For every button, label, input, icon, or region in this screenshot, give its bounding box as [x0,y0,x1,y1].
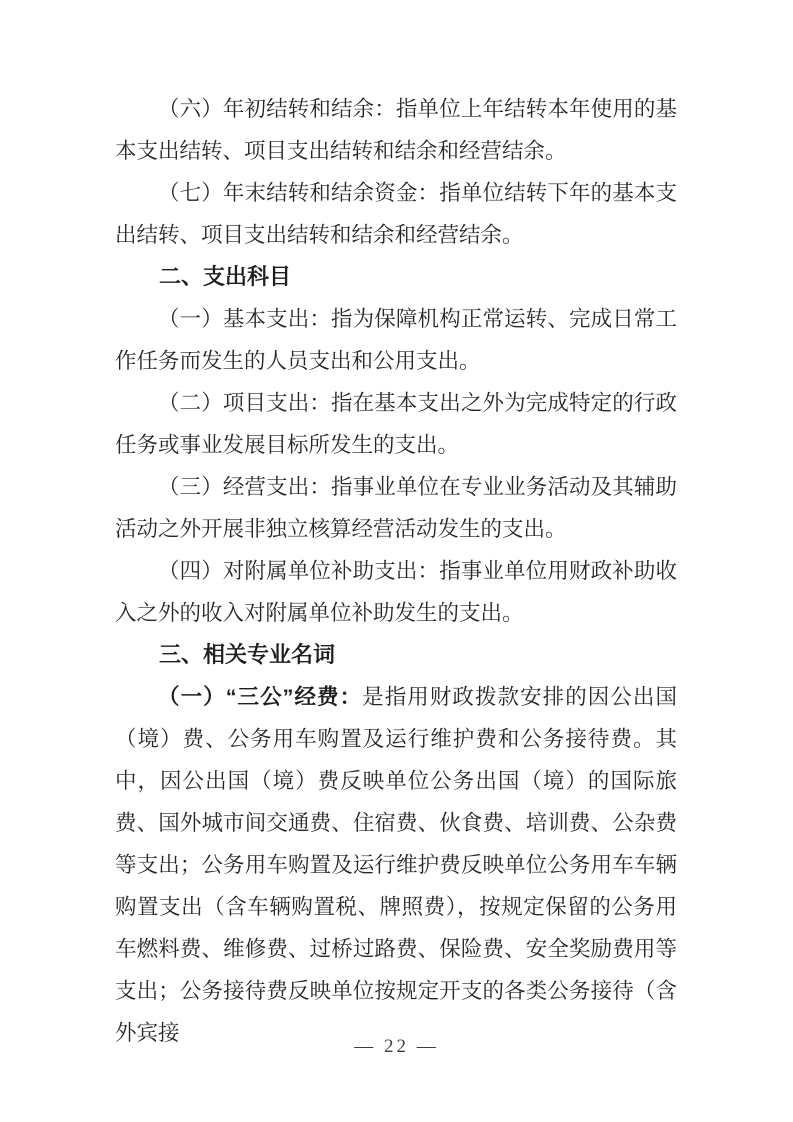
term-bold-lead: （一）“三公”经费： [158,685,363,709]
paragraph: （二）项目支出：指在基本支出之外为完成特定的行政任务或事业发展目标所发生的支出。 [115,391,677,457]
paragraph: （三）经营支出：指事业单位在专业业务活动及其辅助活动之外开展非独立核算经营活动发生的支出。 [115,475,677,541]
section-heading: 二、支出科目 [159,264,292,289]
paragraph: （四）对附属单位补助支出：指事业单位用财政补助收入之外的收入对附属单位补助发生的支出。 [115,559,677,625]
page-footer [0,1036,793,1058]
paragraph: （一）基本支出：指为保障机构正常运转、完成日常工作任务而发生的人员支出和公用支出。 [115,307,677,373]
paragraph: （六）年初结转和结余：指单位上年结转本年使用的基本支出结转、项目支出结转和结余和经营结余。 [115,97,677,163]
document-body [115,88,677,1054]
page-number: — 22 — [354,1036,439,1057]
paragraph: （七）年末结转和结余资金：指单位结转下年的基本支出结转、项目支出结转和结余和经营结余。 [115,181,677,247]
section-heading: 三、相关专业名词 [159,642,336,667]
paragraph: （一）“三公”经费：是指用财政拨款安排的因公出国（境）费、公务用车购置及运行维护费和公务接待费。其中，因公出国（境）费反映单位公务出国（境）的国际旅费、国外城市间交通费、住宿费、伙食费、培训费、公杂费等支出；公务用车购置及运行维护费反映单位公务用车车辆购置支出（含车辆购置税、牌照费），按规定保留的公务用车燃料费、维修费、过桥过路费、保险费、安全奖励费用等支出；公务接待费反映单位按规定开支的各类公务接待（含外宾接 [115,685,677,1045]
